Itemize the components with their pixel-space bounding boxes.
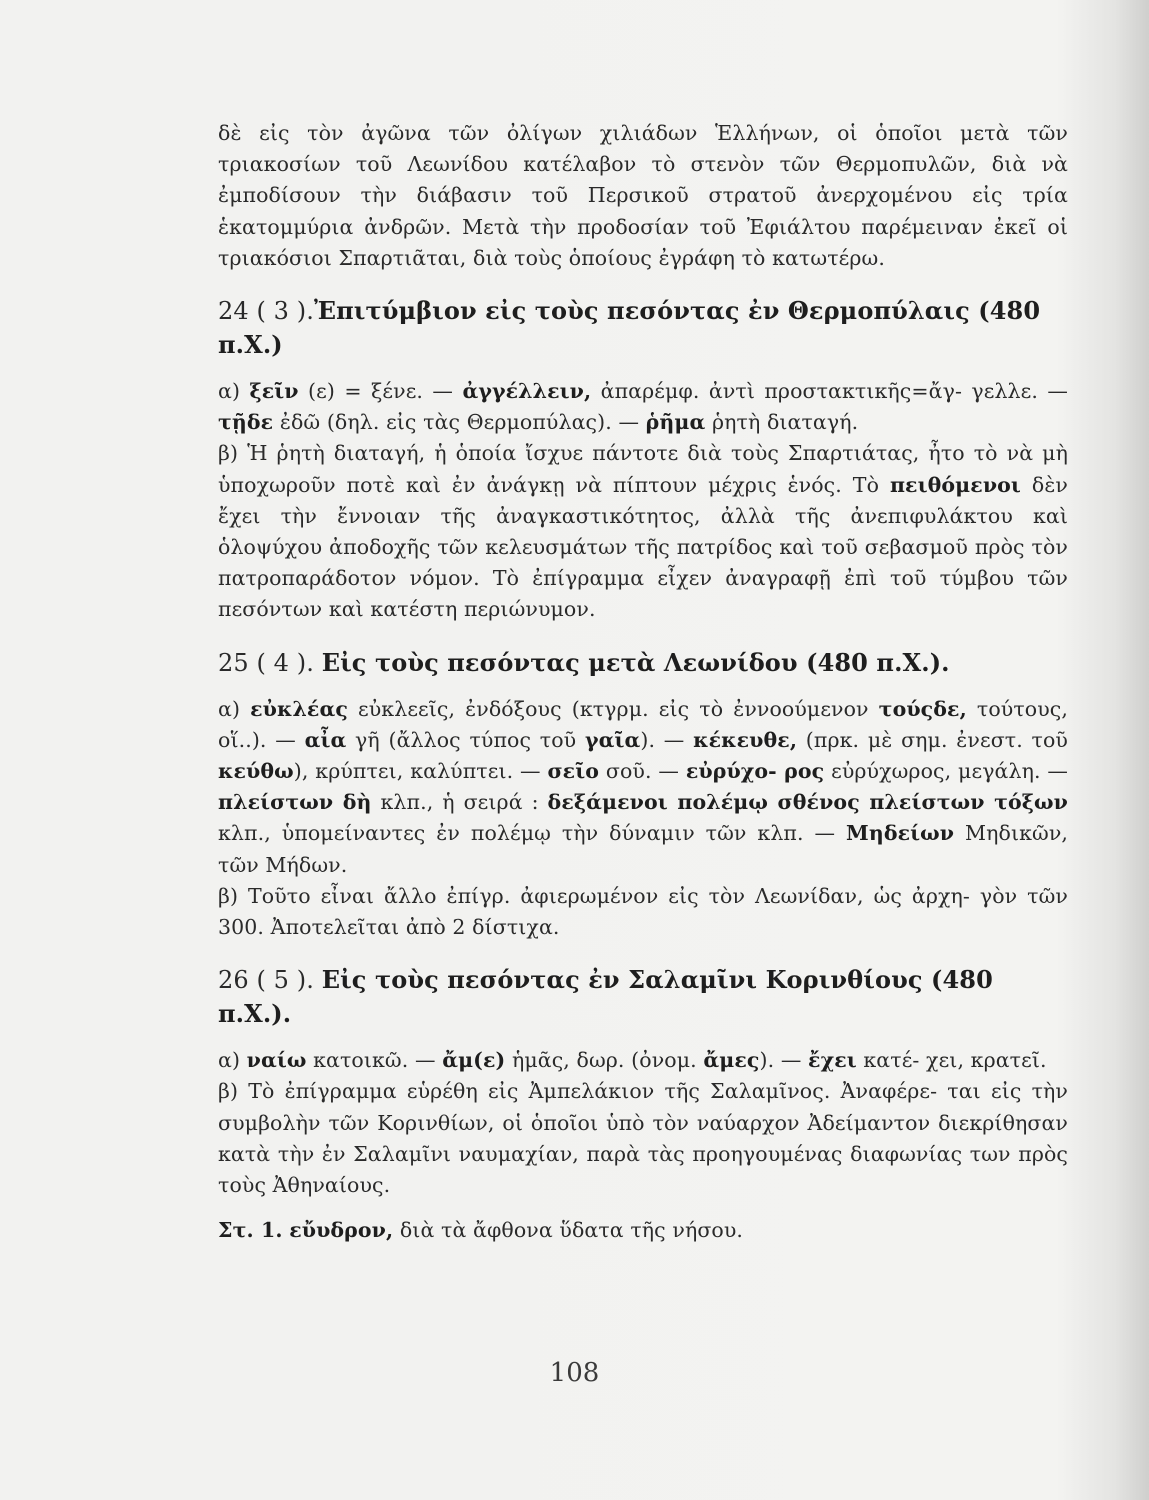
gloss: ἐδῶ (δηλ. εἰς τὰς Θερμοπύλας). — [273,410,646,435]
lemma: ναίω [246,1048,307,1073]
lemma: εὐκλέας [250,696,348,721]
lemma: ξεῖν [249,379,299,404]
gloss: σοῦ. — [599,759,686,784]
note-label: α) [218,1048,247,1073]
section-25-title: Εἰς τοὺς πεσόντας μετὰ Λεωνίδου (480 π.Χ.). [321,647,950,677]
intro-line: ἐμποδίσουν τὴν διάβασιν τοῦ Περσικοῦ στρατοῦ ἀνερχομένου εἰς τρία [218,183,1068,208]
gloss: ). — [759,1048,809,1073]
lemma: εὐρύχο- ρος [685,759,825,784]
gloss: κλπ., ὑπομείναντες ἐν πολέμῳ τὴν δύναμιν τῶν κλπ. — [218,821,847,846]
section-24-title: Ἐπιτύμβιον εἰς τοὺς πεσόντας ἐν Θερμοπύλαις (480 π.Χ.) [218,296,1041,360]
gloss: ). — [640,727,694,752]
section-26-note-a [218,1045,1068,1076]
spacer [218,1201,1068,1215]
commentary: β) Ἡ ῥητὴ διαταγή, ἡ ὁποία ἴσχυε πάντοτε διὰ τοὺς Σπαρτιάτας, ἦτο τὸ νὰ μὴ ὑποχωροῦν ποτὲ καὶ ἐν ἀνάγκῃ νὰ πίπτουν μέχρις ἑνός. Τὸ [218,441,1068,497]
section-26-verse-note [218,1215,1068,1246]
lemma: τούςδε, [878,696,967,721]
gloss: ῥητὴ διαταγή. [705,410,859,435]
section-25-note-a [218,694,1068,881]
lemma: ῥῆμα [645,410,706,435]
lemma: Μηδείων [846,821,955,846]
lemma: τῇδε [218,410,274,435]
note-label: α) [218,696,251,721]
intro-paragraph [218,118,1068,274]
lemma: κεύθω [218,759,294,784]
intro-line: δὲ εἰς τὸν ἀγῶνα τῶν ὀλίγων χιλιάδων Ἑλλήνων, οἱ ὁποῖοι μετὰ τῶν [218,121,1068,145]
gloss: ἡμᾶς, δωρ. (ὀνομ. [505,1048,704,1073]
lemma: γαῖα [584,727,641,752]
section-26-number: 26 ( 5 ). [218,966,314,995]
gloss: Μηδικῶν, τῶν Μήδων. [218,821,1069,877]
lemma: ἄμες [703,1048,760,1073]
lemma: αἶα [304,727,347,752]
page-number: 108 [549,1358,600,1388]
gloss: γῆ (ἄλλος τύπος τοῦ [346,727,585,752]
gloss: διὰ τὰ ἄφθονα ὕδατα τῆς νήσου. [393,1218,744,1243]
verse-label: Στ. 1. [218,1218,283,1243]
gloss: κατέ- χει, κρατεῖ. [856,1048,1047,1073]
gloss: (ε) = ξένε. — [298,379,463,404]
commentary: δὲν ἔχει τὴν ἔννοιαν τῆς ἀναγκαστικότητος, ἀλλὰ τῆς ἀνεπιφυλάκτου καὶ ὁλοψύχου ἀποδοχῆς τῶν κελευσμάτων τῆς πατρίδος καὶ τοῦ σεβασμοῦ πρὸς τὸν πατροπαράδοτον νόμον. Τὸ ἐπίγραμμα εἶχεν ἀναγραφῇ ἐπὶ τοῦ τύμβου τῶν πεσόντων καὶ κατέστη περιώνυμον. [218,472,1068,622]
gloss: εὐρύχωρος, μεγάλη. — [824,759,1068,784]
lemma: ἔχει [808,1048,857,1073]
note-label: α) [218,379,250,404]
lemma: ἀγγέλλειν, [462,379,592,404]
lemma: ἄμ(ε) [442,1048,506,1073]
section-26-heading [218,963,1068,1031]
section-26-title: Εἰς τοὺς πεσόντας ἐν Σαλαμῖνι Κορινθίους (480 π.Χ.). [218,965,993,1029]
lemma: κέκευθε, [693,727,798,752]
intro-line: τριακοσίων τοῦ Λεωνίδου κατέλαβον τὸ στενὸν τῶν Θερμοπυλῶν, διὰ νὰ [218,152,1068,177]
gloss: κατοικῶ. — [306,1048,443,1073]
section-24-note-a [218,376,1068,438]
intro-line: ἑκατομμύρια ἀνδρῶν. Μετὰ τὴν προδοσίαν τοῦ Ἐφιάλτου παρέμειναν [218,214,984,239]
gloss: (πρκ. μὲ σημ. ἐνεστ. τοῦ [797,727,1068,752]
lemma: εὔυδρον, [289,1218,394,1243]
section-24-number: 24 ( 3 ). [218,297,314,326]
gloss: κλπ., ἡ σειρά : [371,790,548,815]
section-25-note-b: β) Τοῦτο εἶναι ἄλλο ἐπίγρ. ἀφιερωμένον εἰς τὸν Λεωνίδαν, ὡς ἀρχη- γὸν τῶν 300. Ἀποτελεῖται ἀπὸ 2 δίστιχα. [218,883,1068,940]
lemma: σεῖο [547,759,600,784]
section-25-heading [218,646,1068,680]
section-25-number: 25 ( 4 ). [218,648,314,677]
text-column [218,118,1068,1246]
intro-line: ἐκεῖ οἱ τριακόσιοι Σπαρτιᾶται, διὰ τοὺς ὁποίους ἐγράφη τὸ κατωτέρω. [218,214,1068,270]
lemma: δεξάμενοι πολέμῳ σθένος πλείστων τόξων [547,790,1068,815]
lemma: πειθόμενοι [889,472,1021,497]
section-26-note-b: β) Τὸ ἐπίγραμμα εὑρέθη εἰς Ἀμπελάκιον τῆς Σαλαμῖνος. Ἀναφέρε- ται εἰς τὴν συμβολὴν τῶν Κορινθίων, οἱ ὁποῖοι ὑπὸ τὸν ναύαρχον Ἀδείμαντον διεκρίθησαν κατὰ τὴν ἐν Σαλαμῖνι ναυμαχίαν, παρὰ τὰς προηγουμένας διαφωνίας των πρὸς τοὺς Ἀθηναίους. [218,1079,1068,1198]
gloss: ἀπαρέμφ. ἀντὶ προστακτικῆς=ἄγ- γελλε. — [591,379,1068,404]
gloss: ), κρύπτει, καλύπτει. — [293,759,548,784]
section-24-heading [218,294,1068,362]
gloss: τούτους, οἵ..). — [218,696,1068,752]
lemma: πλείστων δὴ [218,790,372,815]
gloss: εὐκλεεῖς, ἐνδόξους (κτγρμ. εἰς τὸ ἐννοούμενον [347,696,879,721]
section-24-note-b [218,438,1068,625]
